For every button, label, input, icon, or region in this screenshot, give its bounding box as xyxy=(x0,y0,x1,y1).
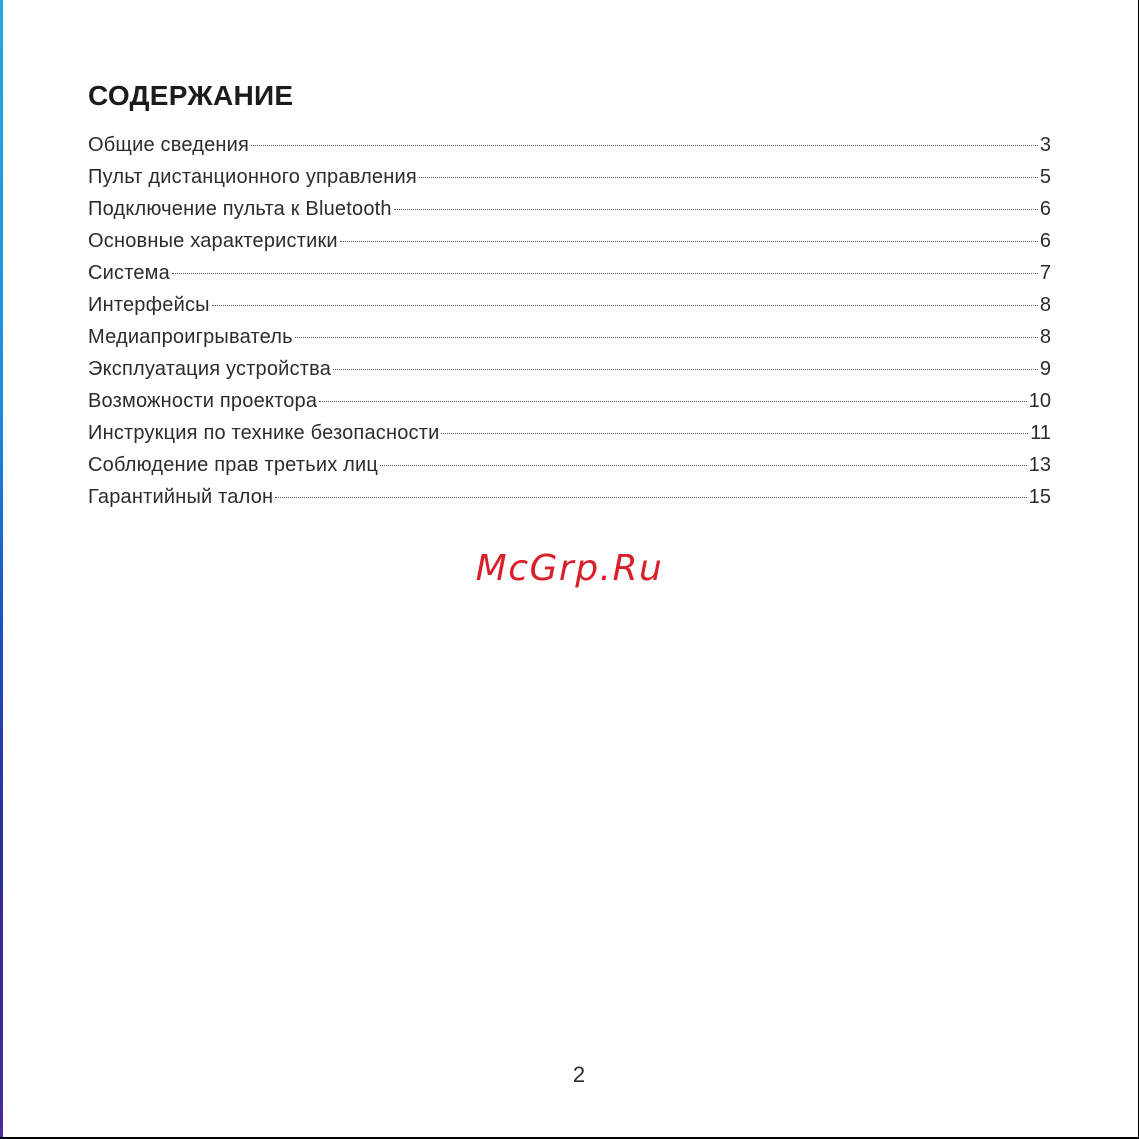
toc-entry[interactable] xyxy=(88,390,1051,422)
toc-entry-label: Пульт дистанционного управления xyxy=(88,166,417,188)
toc-entry-page: 10 xyxy=(1028,390,1051,412)
toc-dot-leader xyxy=(419,177,1038,178)
toc-entry[interactable] xyxy=(88,166,1051,198)
toc-entry-label: Медиапроигрыватель xyxy=(88,326,293,348)
toc-entry[interactable] xyxy=(88,486,1051,518)
toc-entry-page: 9 xyxy=(1039,358,1051,380)
toc-entry[interactable] xyxy=(88,198,1051,230)
toc-list xyxy=(88,134,1051,518)
toc-entry-page: 13 xyxy=(1028,454,1051,476)
toc-entry-page: 7 xyxy=(1039,262,1051,284)
page-number: 2 xyxy=(572,1062,586,1087)
toc-dot-leader xyxy=(295,337,1038,338)
toc-entry-label: Общие сведения xyxy=(88,134,250,156)
toc-dot-leader xyxy=(394,209,1038,210)
toc-entry-page: 15 xyxy=(1028,486,1051,508)
toc-entry-page: 6 xyxy=(1039,198,1051,220)
toc-title: СОДЕРЖАНИЕ xyxy=(88,80,294,111)
toc-entry[interactable] xyxy=(88,454,1051,486)
toc-entry-label: Эксплуатация устройства xyxy=(88,358,332,380)
toc-entry-label: Гарантийный талон xyxy=(88,486,274,508)
toc-entry-label: Соблюдение прав третьих лиц xyxy=(88,454,379,476)
toc-dot-leader xyxy=(380,465,1027,466)
toc-entry[interactable] xyxy=(88,262,1051,294)
toc-entry-label: Инструкция по технике безопасности xyxy=(88,422,440,444)
toc-entry[interactable] xyxy=(88,134,1051,166)
toc-entry-page: 8 xyxy=(1039,294,1051,316)
watermark-text: McGrp.Ru xyxy=(475,548,664,589)
toc-dot-leader xyxy=(275,497,1026,498)
toc-dot-leader xyxy=(319,401,1027,402)
toc-entry-page: 3 xyxy=(1039,134,1051,156)
toc-entry-label: Подключение пульта к Bluetooth xyxy=(88,198,392,220)
toc-entry[interactable] xyxy=(88,294,1051,326)
toc-entry-page: 5 xyxy=(1039,166,1051,188)
toc-dot-leader xyxy=(333,369,1038,370)
toc-dot-leader xyxy=(441,433,1028,434)
toc-dot-leader xyxy=(251,145,1038,146)
toc-entry[interactable] xyxy=(88,326,1051,358)
toc-entry-page: 8 xyxy=(1039,326,1051,348)
toc-entry-label: Интерфейсы xyxy=(88,294,210,316)
toc-entry[interactable] xyxy=(88,422,1051,454)
toc-dot-leader xyxy=(172,273,1038,274)
toc-entry-page: 11 xyxy=(1030,422,1051,444)
toc-entry-label: Основные характеристики xyxy=(88,230,338,252)
toc-entry-label: Возможности проектора xyxy=(88,390,318,412)
toc-entry-label: Система xyxy=(88,262,170,284)
toc-entry[interactable] xyxy=(88,230,1051,262)
toc-entry-page: 6 xyxy=(1039,230,1051,252)
toc-dot-leader xyxy=(212,305,1038,306)
toc-entry[interactable] xyxy=(88,358,1051,390)
toc-dot-leader xyxy=(340,241,1038,242)
